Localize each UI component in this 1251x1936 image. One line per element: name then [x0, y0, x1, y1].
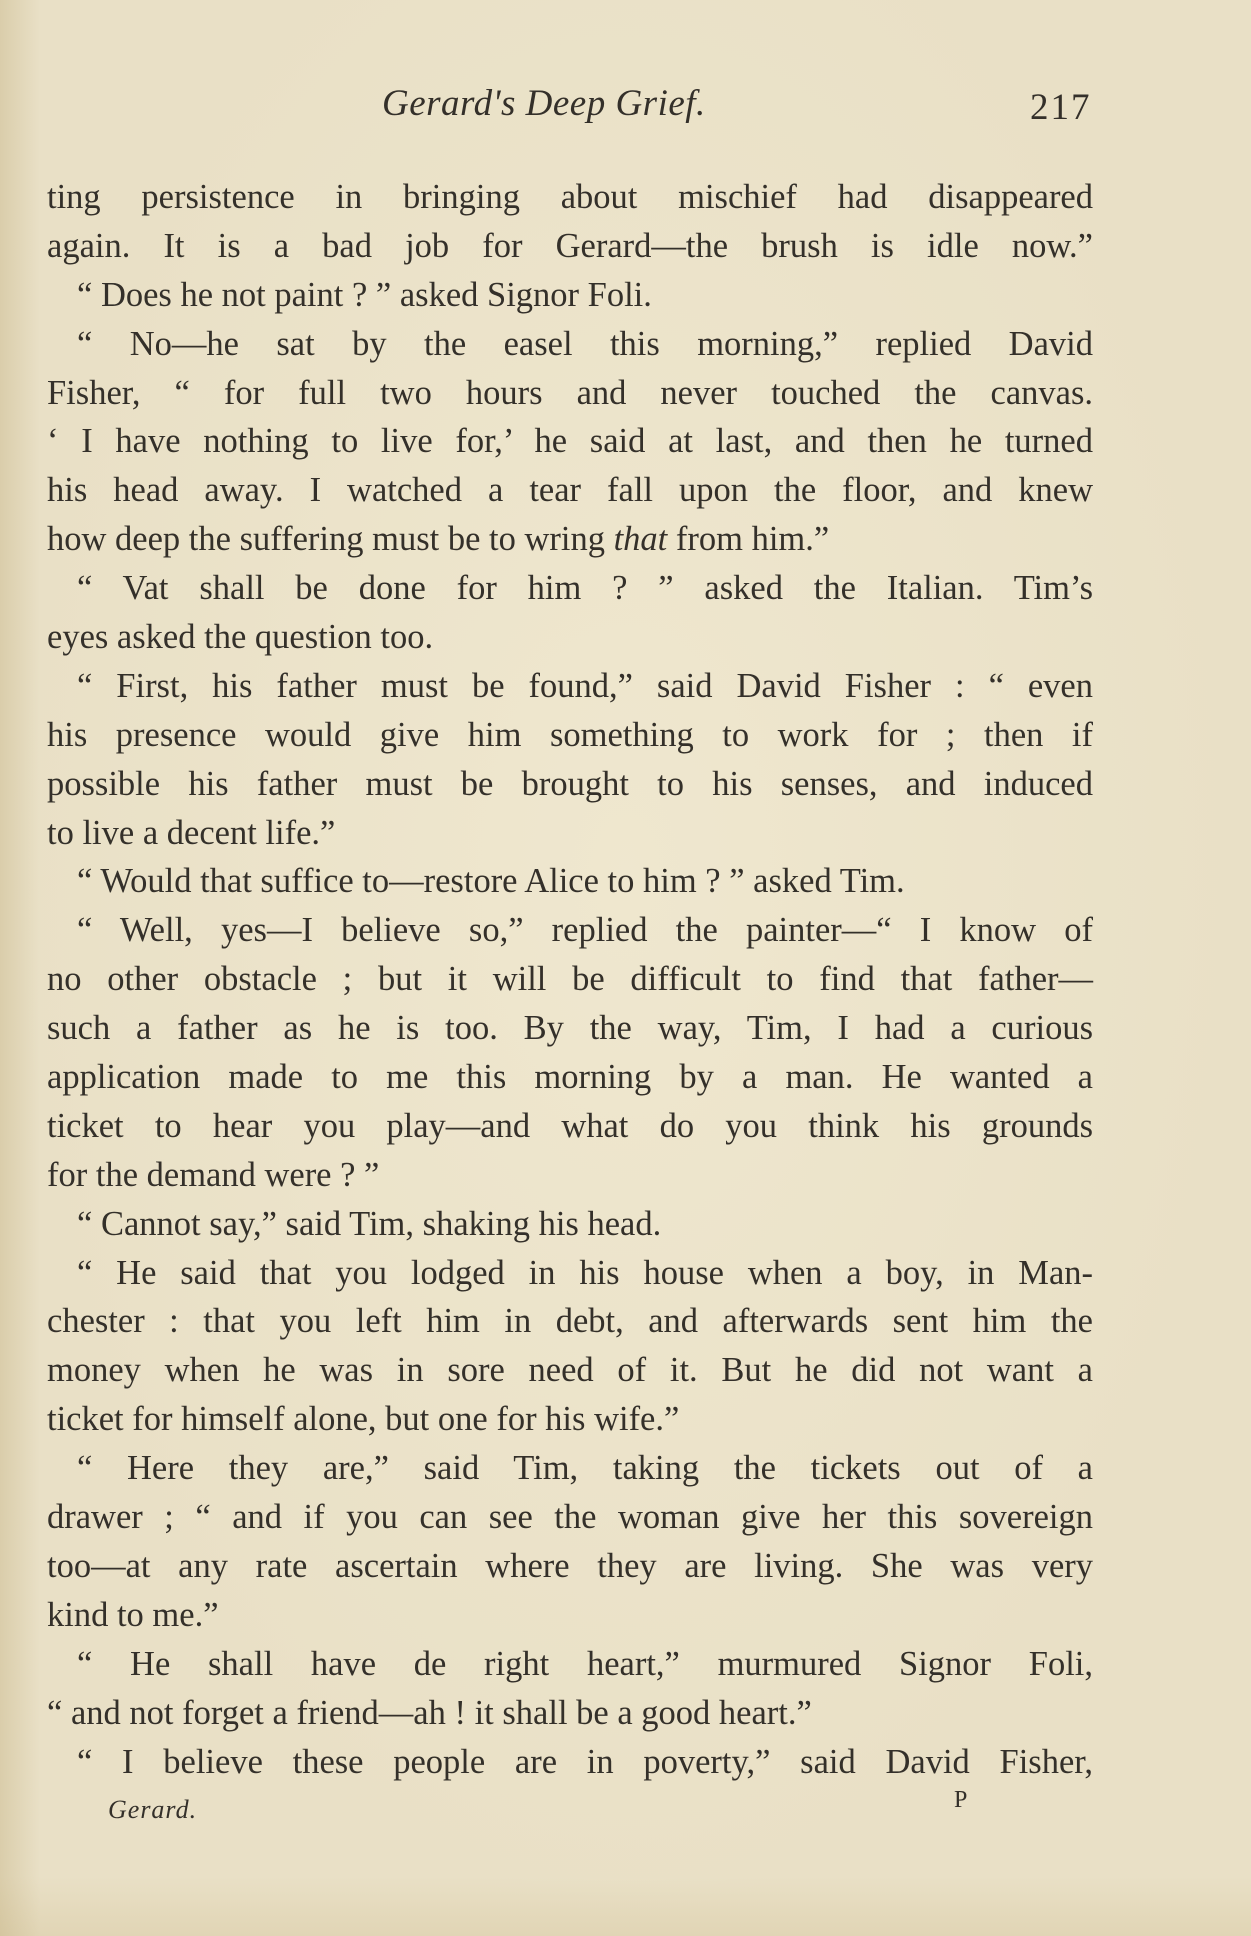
text-line: drawer ; “ and if you can see the woman give her this sovereign: [47, 1498, 1093, 1537]
running-head: [0, 82, 1251, 132]
body-text: [47, 173, 1093, 1786]
text-line: ting persistence in bringing about mischief had disappeared: [47, 178, 1093, 216]
text-line: ‘ I have nothing to live for,’ he said at last, and then he turned: [47, 422, 1093, 461]
text-line: “ Does he not paint ? ” asked Signor Foli.: [77, 275, 652, 314]
text-line: “ He said that you lodged in his house when a boy, in Man-: [77, 1253, 1093, 1292]
text-line: possible his father must be brought to his senses, and induced: [47, 764, 1093, 803]
text-line: “ He shall have de right heart,” murmured Signor Foli,: [77, 1644, 1093, 1683]
text-line: too—at any rate ascertain where they are living. She was very: [47, 1546, 1093, 1585]
text-line: again. It is a bad job for Gerard—the brush is idle now.”: [47, 226, 1093, 265]
text-line: application made to me this morning by a man. He wanted a: [47, 1058, 1093, 1097]
signature-letter: P: [954, 1787, 968, 1813]
text-line: kind to me.”: [47, 1595, 219, 1634]
text-line: [47, 515, 1093, 564]
text-line: to live a decent life.”: [47, 813, 336, 852]
text-line: “ First, his father must be found,” said David Fisher : “ even: [77, 666, 1093, 705]
text-line: money when he was in sore need of it. But he did not want a: [47, 1351, 1093, 1390]
text-line: “ and not forget a friend—ah ! it shall be a good heart.”: [47, 1693, 812, 1732]
text-line: ticket to hear you play—and what do you think his grounds: [47, 1106, 1093, 1145]
text-line: “ No—he sat by the easel this morning,” replied David: [77, 324, 1093, 363]
text-line: eyes asked the question too.: [47, 618, 434, 657]
text-line: no other obstacle ; but it will be difficult to find that father—: [47, 960, 1093, 999]
text-segment: how deep the suffering must be to wring: [47, 520, 605, 559]
running-title: Gerard's Deep Grief.: [382, 83, 706, 124]
text-line: his head away. I watched a tear fall upon the floor, and knew: [47, 471, 1093, 510]
page-number: 217: [1030, 87, 1092, 128]
text-line: such a father as he is too. By the way, Tim, I had a curious: [47, 1009, 1093, 1048]
text-line: “ Would that suffice to—restore Alice to him ? ” asked Tim.: [77, 862, 905, 901]
text-line: Fisher, “ for full two hours and never touched the canvas.: [47, 373, 1093, 412]
text-line: “ I believe these people are in poverty,” said David Fisher,: [77, 1742, 1093, 1781]
text-line: his presence would give him something to work for ; then if: [47, 715, 1093, 754]
text-line: for the demand were ? ”: [47, 1155, 380, 1194]
text-line: chester : that you left him in debt, and afterwards sent him the: [47, 1302, 1093, 1341]
text-line: “ Here they are,” said Tim, taking the tickets out of a: [77, 1449, 1093, 1488]
page-footer: [0, 1787, 1251, 1835]
text-line: “ Well, yes—I believe so,” replied the painter—“ I know of: [77, 911, 1093, 950]
text-line: “ Cannot say,” said Tim, shaking his head.: [77, 1204, 662, 1243]
signature-mark: Gerard.: [108, 1795, 198, 1824]
text-line: “ Vat shall be done for him ? ” asked the Italian. Tim’s: [77, 569, 1093, 608]
emphasis-word: that: [613, 520, 668, 559]
text-segment: from him.”: [675, 520, 830, 559]
text-line: ticket for himself alone, but one for his wife.”: [47, 1400, 680, 1439]
